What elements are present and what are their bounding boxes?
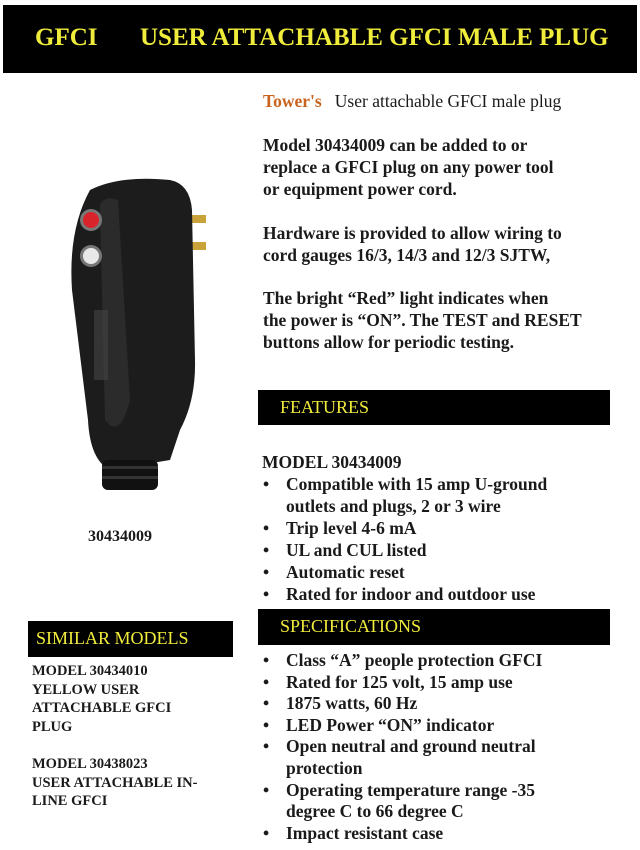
specifications-header: SPECIFICATIONS	[258, 609, 610, 645]
similar-model-2	[32, 755, 227, 811]
product-caption: 30434009	[88, 528, 152, 545]
specifications-list	[260, 650, 580, 844]
text-line: The bright “Red” light indicates when	[263, 288, 549, 308]
intro-para-1	[263, 134, 554, 200]
list-item: • LED Power “ON” indicator	[260, 715, 580, 737]
features-model: MODEL 30434009	[262, 452, 402, 472]
intro-para-3	[263, 287, 582, 353]
header-title: USER ATTACHABLE GFCI MALE PLUG	[140, 24, 609, 51]
list-item: • Trip level 4-6 mA	[260, 517, 600, 539]
model-number: MODEL 30434010	[32, 663, 148, 679]
text-line: or equipment power cord.	[263, 179, 457, 199]
intro-line	[263, 90, 561, 112]
text-line: Model 30434009 can be added to or	[263, 135, 528, 155]
list-item: • Impact resistant case	[260, 823, 580, 845]
text-line: replace a GFCI plug on any power tool	[263, 157, 554, 177]
model-description: USER ATTACHABLE IN-LINE GFCI	[32, 774, 198, 809]
list-item: • Open neutral and ground neutral protection	[260, 736, 580, 779]
list-item: • Rated for 125 volt, 15 amp use	[260, 672, 580, 694]
list-item: • 1875 watts, 60 Hz	[260, 693, 580, 715]
brand-name: Tower's	[263, 91, 322, 111]
reset-button	[83, 248, 99, 264]
text-line: cord gauges 16/3, 14/3 and 12/3 SJTW,	[263, 245, 551, 265]
list-item: • Rated for indoor and outdoor use	[260, 583, 600, 605]
text-line: Hardware is provided to allow wiring to	[263, 223, 562, 243]
header-bar	[3, 5, 637, 73]
test-button	[83, 212, 99, 228]
header-category: GFCI	[35, 24, 98, 51]
model-number: MODEL 30438023	[32, 756, 148, 772]
intro-para-2	[263, 222, 562, 266]
list-item: • Class “A” people protection GFCI	[260, 650, 580, 672]
tagline: User attachable GFCI male plug	[334, 91, 562, 111]
list-item: • Operating temperature range -35 degree C to 66 degree C	[260, 780, 545, 823]
text-line: buttons allow for periodic testing.	[263, 332, 514, 352]
gfci-plug-image	[60, 170, 220, 510]
similar-model-1	[32, 662, 207, 736]
text-line: the power is “ON”. The TEST and RESET	[263, 310, 582, 330]
similar-models-header: SIMILAR MODELS	[28, 621, 233, 657]
list-item: • Compatible with 15 amp U-ground outlets and plugs, 2 or 3 wire	[260, 473, 600, 517]
model-description: YELLOW USER ATTACHABLE GFCI PLUG	[32, 681, 172, 735]
list-item: • Automatic reset	[260, 561, 600, 583]
features-header: FEATURES	[258, 390, 610, 425]
list-item: • UL and CUL listed	[260, 539, 600, 561]
features-list	[260, 473, 600, 605]
